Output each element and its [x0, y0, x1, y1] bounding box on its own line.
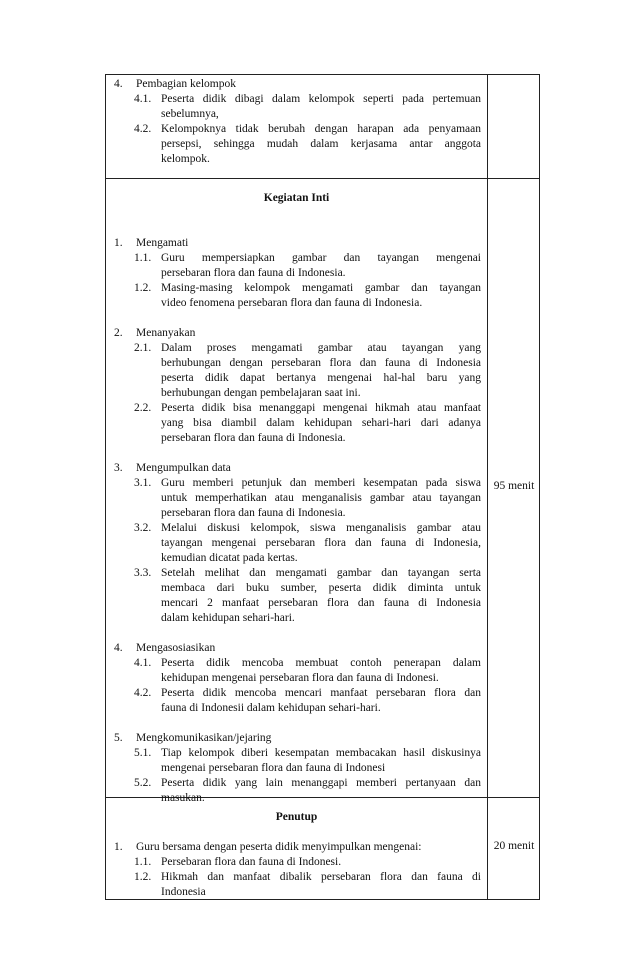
list-item-line — [112, 92, 481, 107]
item-text: Masing-masing kelompok mengamati gambar dan tayangan — [161, 282, 481, 294]
item-number: 5.1. — [134, 747, 152, 759]
list-item-line — [112, 401, 481, 416]
section-number: 4. — [114, 78, 123, 90]
list-item-line — [112, 341, 481, 356]
item-text: Indonesia — [161, 886, 206, 898]
list-item-line — [112, 671, 481, 686]
section-title: Mengamati — [136, 237, 189, 249]
spacer — [112, 626, 481, 641]
list-item-line — [112, 776, 481, 791]
item-text: dalam kehidupan sehari-hari. — [161, 612, 295, 624]
list-item-line — [112, 431, 481, 446]
item-text: mengenai persebaran flora dan fauna di Indonesi — [161, 762, 386, 774]
list-item-line — [112, 746, 481, 761]
item-number: 3.3. — [134, 567, 152, 579]
item-number: 5.2. — [134, 777, 152, 789]
kegiatan-inti-duration: 95 menit — [493, 480, 535, 492]
item-text: Tiap kelompok diberi kesempatan membacakan hasil diskusinya — [161, 747, 481, 759]
section-number: 5. — [114, 732, 123, 744]
section-heading — [112, 641, 481, 656]
list-item-line — [112, 137, 481, 152]
list-item-line — [112, 566, 481, 581]
item-text: berhubungan dengan persebaran flora dan fauna di Indonesia — [161, 357, 481, 369]
list-item-line — [112, 122, 481, 137]
section-number: 1. — [114, 841, 123, 853]
item-number: 1.1. — [134, 856, 152, 868]
list-item-line — [112, 791, 481, 806]
pembagian-cell — [106, 77, 487, 167]
list-item-line — [112, 266, 481, 281]
item-number: 3.1. — [134, 477, 152, 489]
section-heading — [112, 326, 481, 341]
section-number: 1. — [114, 237, 123, 249]
item-text: kehidupan mengenai persebaran flora dan fauna di Indonesi. — [161, 672, 439, 684]
section-heading — [112, 731, 481, 746]
item-text: video fenomena persebaran flora dan fauna di Indonesia. — [161, 297, 423, 309]
item-text: Persebaran flora dan fauna di Indonesi. — [161, 856, 342, 868]
list-item-line — [112, 885, 481, 900]
item-number: 2.1. — [134, 342, 152, 354]
item-number: 4.2. — [134, 687, 152, 699]
item-text: Hikmah dan manfaat dibalik persebaran flora dan fauna di — [161, 871, 481, 883]
list-item-line — [112, 611, 481, 626]
section-heading — [112, 461, 481, 476]
section-title: Mengkomunikasikan/jejaring — [136, 732, 272, 744]
item-text: fauna di Indonesii dalam kehidupan sehari-hari. — [161, 702, 381, 714]
list-item-line — [112, 296, 481, 311]
section-title-kegiatan-inti: Kegiatan Inti — [263, 192, 330, 204]
item-text: Peserta didik bisa menanggapi mengenai hikmah atau manfaat — [161, 402, 481, 414]
penutup-cell — [106, 810, 487, 900]
lesson-plan-table — [105, 74, 540, 900]
item-text: persebaran flora dan fauna di Indonesia. — [161, 267, 346, 279]
section-number: 4. — [114, 642, 123, 654]
item-text: persepsi, sehingga mudah dalam kerjasama antar anggota — [161, 138, 481, 150]
item-text: persebaran flora dan fauna di Indonesia. — [161, 432, 346, 444]
kegiatan-inti-cell — [106, 191, 487, 806]
item-text: Melalui diskusi kelompok, siswa menganalisis gambar atau — [161, 522, 481, 534]
section-number: 2. — [114, 327, 123, 339]
item-number: 4.1. — [134, 93, 152, 105]
list-item-line — [112, 761, 481, 776]
list-item-line — [112, 536, 481, 551]
spacer — [112, 311, 481, 326]
list-item-line — [112, 251, 481, 266]
item-number: 1.2. — [134, 871, 152, 883]
item-number: 4.1. — [134, 657, 152, 669]
item-text: Guru memberi petunjuk dan memberi kesempatan pada siswa — [161, 477, 481, 489]
list-item-line — [112, 581, 481, 596]
item-text: mencari 2 manfaat persebaran flora dan fauna di Indonesia — [161, 597, 481, 609]
list-item-line — [112, 281, 481, 296]
spacer — [112, 825, 481, 840]
item-number: 3.2. — [134, 522, 152, 534]
section-heading — [112, 236, 481, 251]
list-item-line — [112, 596, 481, 611]
list-item-line — [112, 551, 481, 566]
spacer — [112, 206, 481, 221]
list-item-line — [112, 386, 481, 401]
spacer — [112, 716, 481, 731]
item-text: peserta didik dapat bertanya mengenai hal-hal baru yang — [161, 372, 481, 384]
item-text: Kelompoknya tidak berubah dengan harapan ada penyamaan — [161, 123, 481, 135]
row-divider — [106, 178, 539, 179]
section-title: Mengasosiasikan — [136, 642, 216, 654]
list-item-line — [112, 152, 481, 167]
item-text: Peserta didik mencoba membuat contoh penerapan dalam — [161, 657, 481, 669]
item-text: Dalam proses mengamati gambar atau tayangan yang — [161, 342, 481, 354]
item-text: tayangan mengenai persebaran flora dan fauna di Indonesia, — [161, 537, 481, 549]
list-item-line — [112, 356, 481, 371]
item-text: Peserta didik yang lain menanggapi memberi pertanyaan dan — [161, 777, 481, 789]
section-title: Mengumpulkan data — [136, 462, 231, 474]
list-item-line — [112, 870, 481, 885]
item-number: 1.1. — [134, 252, 152, 264]
item-text: persebaran flora dan fauna di Indonesia. — [161, 507, 346, 519]
list-item-line — [112, 656, 481, 671]
item-text: membaca dari buku sumber, peserta didik diminta untuk — [161, 582, 481, 594]
item-text: untuk memperhatikan atau menganalisis gambar atau tayangan — [161, 492, 481, 504]
item-number: 2.2. — [134, 402, 152, 414]
item-number: 4.2. — [134, 123, 152, 135]
item-text: Peserta didik mencoba mencari manfaat persebaran flora dan — [161, 687, 481, 699]
penutup-duration: 20 menit — [493, 840, 535, 852]
item-text: kemudian dicatat pada kertas. — [161, 552, 298, 564]
section-number: 3. — [114, 462, 123, 474]
section-heading — [112, 840, 481, 855]
list-item-line — [112, 701, 481, 716]
item-text: yang bisa diambil dalam kehidupan sehari-hari dari adanya — [161, 417, 481, 429]
item-text: kelompok. — [161, 153, 210, 165]
list-item-line — [112, 521, 481, 536]
item-text: Guru mempersiapkan gambar dan tayangan mengenai — [161, 252, 481, 264]
list-item-line — [112, 371, 481, 386]
list-item-line — [112, 506, 481, 521]
section-heading — [112, 77, 481, 92]
item-text: sebelumnya, — [161, 108, 219, 120]
list-item-line — [112, 476, 481, 491]
section-title: Menanyakan — [136, 327, 196, 339]
list-item-line — [112, 855, 481, 870]
section-title-penutup: Penutup — [275, 811, 318, 823]
list-item-line — [112, 107, 481, 122]
item-text: berhubungan dengan pembelajaran saat ini. — [161, 387, 361, 399]
item-text: masukan. — [161, 792, 205, 804]
spacer — [112, 221, 481, 236]
section-title: Pembagian kelompok — [136, 78, 236, 90]
item-text: Setelah melihat dan mengamati gambar dan tayangan serta — [161, 567, 481, 579]
list-item-line — [112, 491, 481, 506]
spacer — [112, 446, 481, 461]
list-item-line — [112, 686, 481, 701]
section-title: Guru bersama dengan peserta didik menyimpulkan mengenai: — [136, 841, 422, 853]
item-number: 1.2. — [134, 282, 152, 294]
item-text: Peserta didik dibagi dalam kelompok seperti pada pertemuan — [161, 93, 481, 105]
list-item-line — [112, 416, 481, 431]
